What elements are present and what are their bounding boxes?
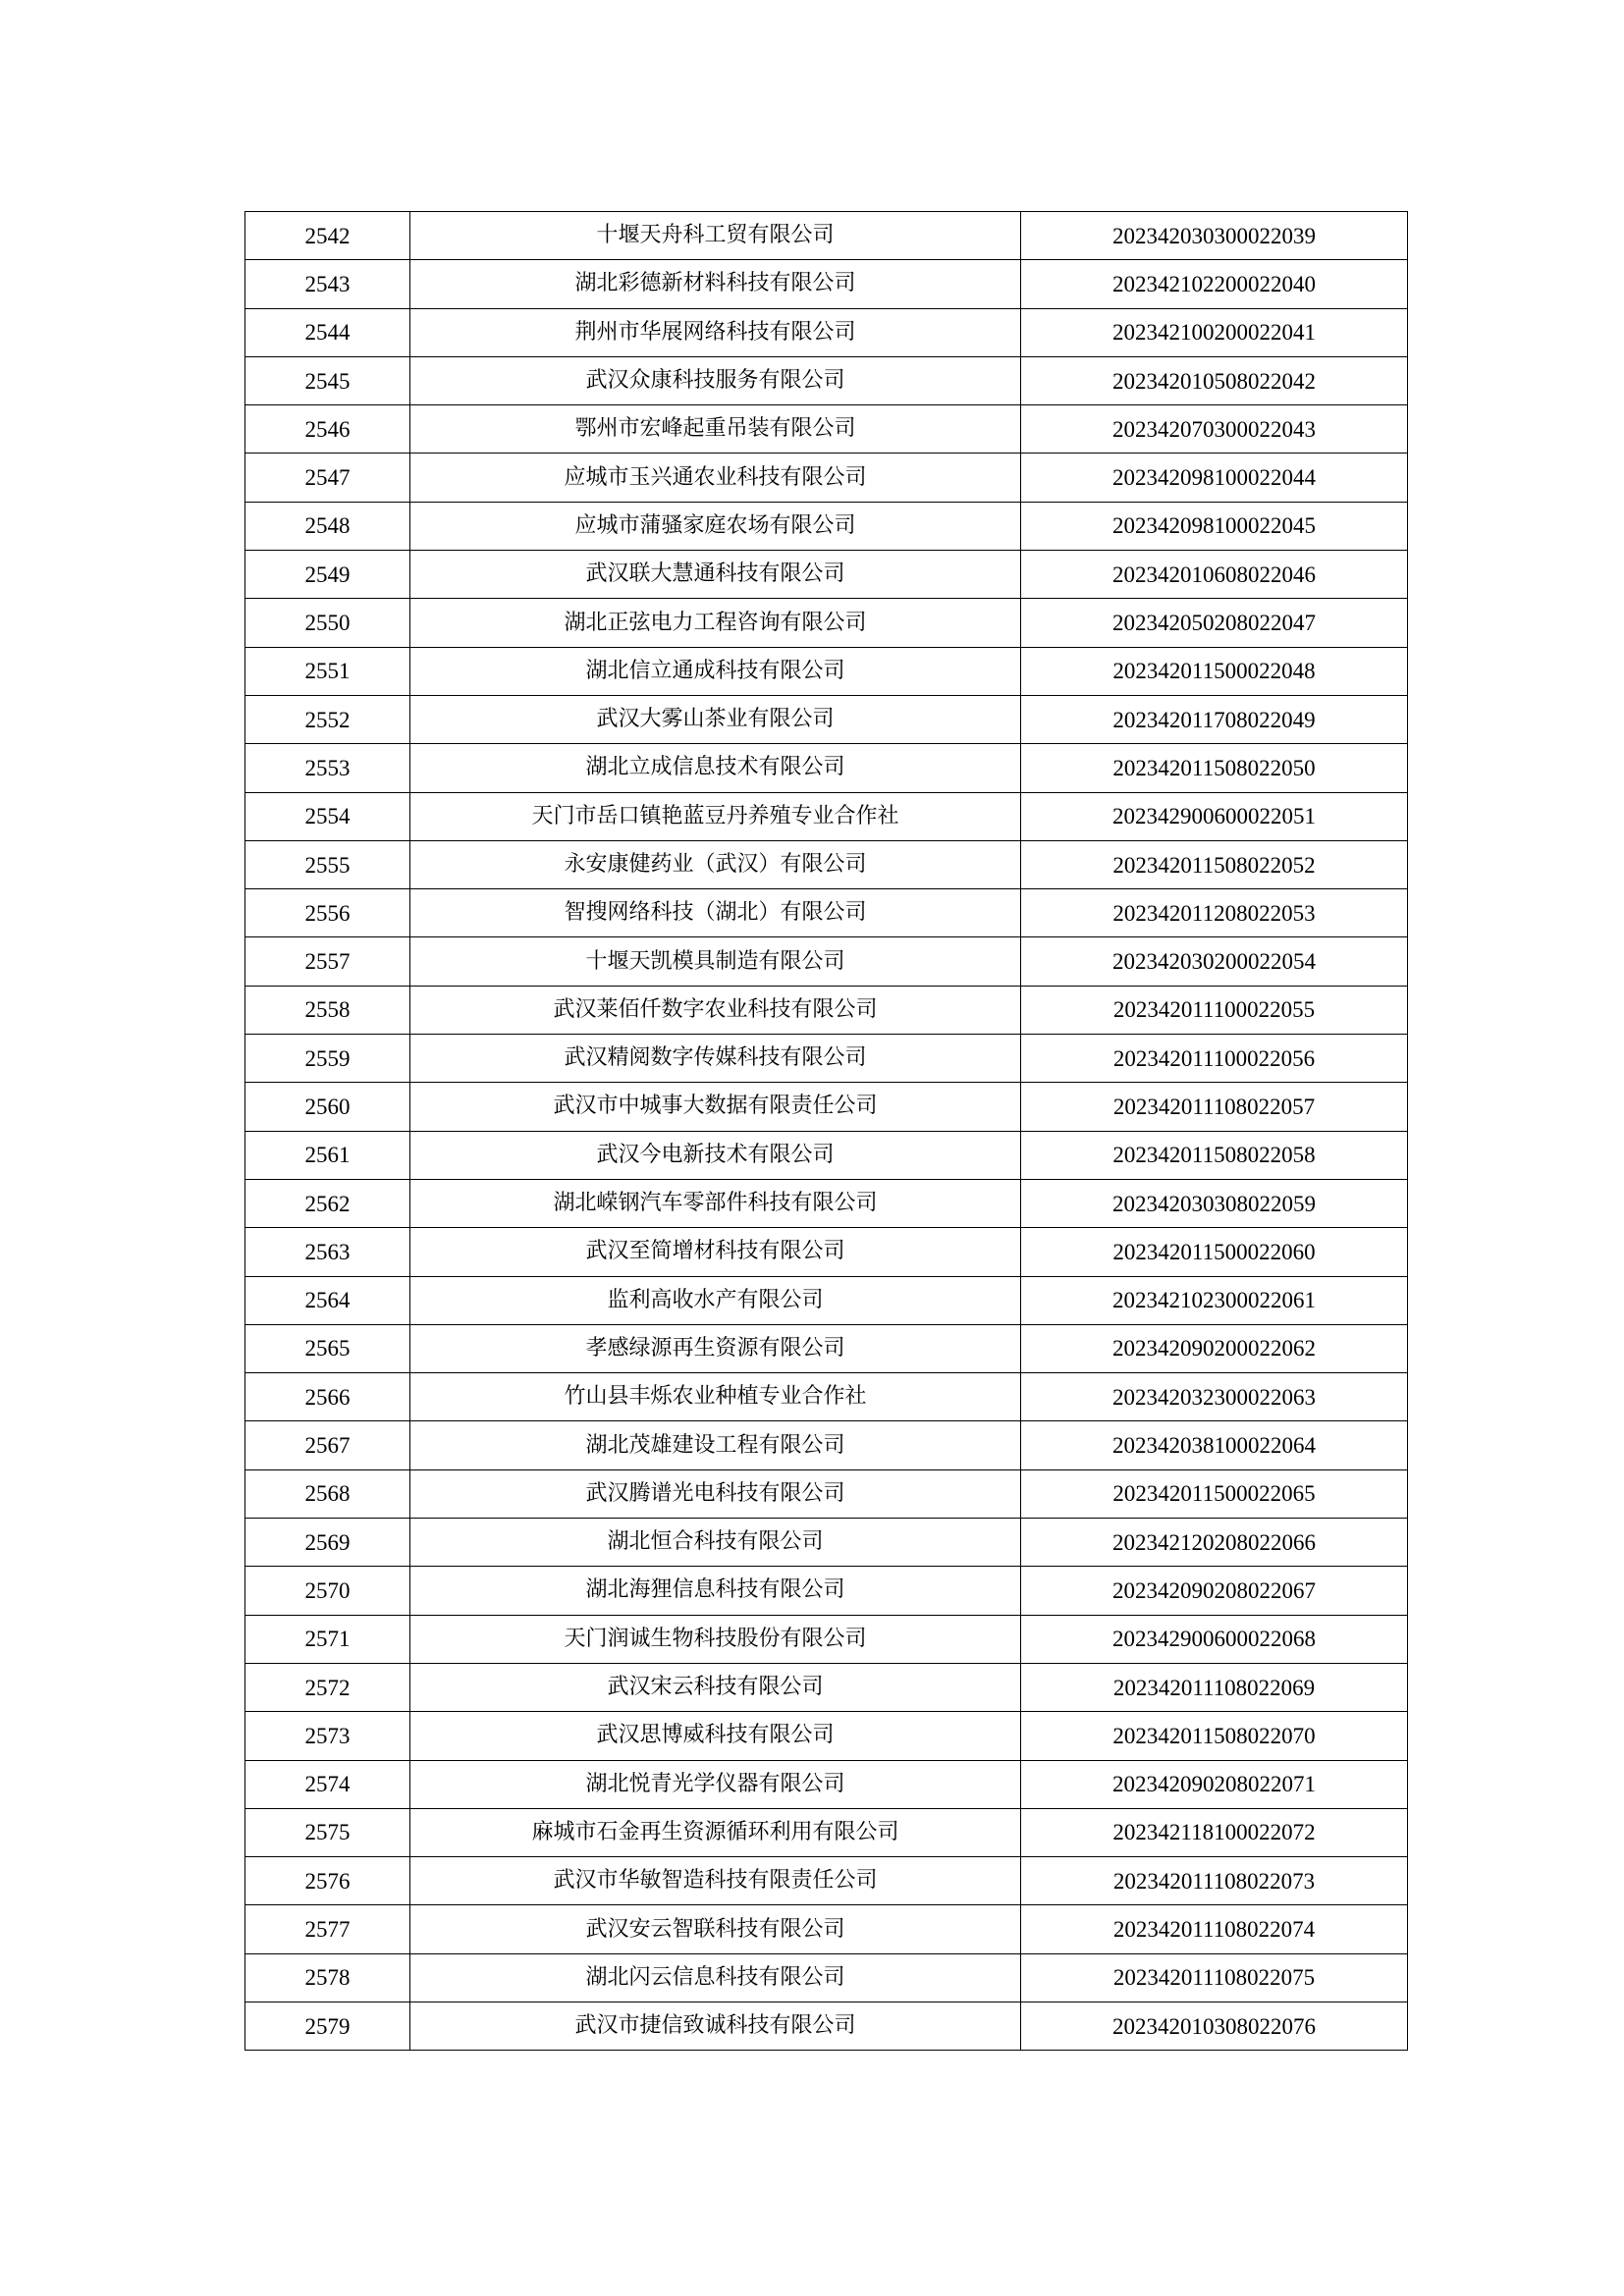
company-registry-table (244, 211, 1408, 2051)
company-name-cell: 武汉至简增材科技有限公司 (410, 1228, 1021, 1276)
company-name-cell: 武汉思博威科技有限公司 (410, 1712, 1021, 1760)
registration-code-cell: 202342100200022041 (1021, 308, 1408, 356)
company-name-cell: 应城市蒲骚家庭农场有限公司 (410, 502, 1021, 550)
row-number-cell: 2544 (245, 308, 410, 356)
row-number-cell: 2550 (245, 599, 410, 647)
row-number-cell: 2574 (245, 1760, 410, 1808)
registration-code-cell: 202342098100022044 (1021, 454, 1408, 502)
row-number-cell: 2556 (245, 889, 410, 937)
registration-code-cell: 202342900600022051 (1021, 792, 1408, 840)
row-number-cell: 2559 (245, 1035, 410, 1083)
registration-code-cell: 202342011500022060 (1021, 1228, 1408, 1276)
registration-code-cell: 202342011108022074 (1021, 1905, 1408, 1953)
registration-code-cell: 202342900600022068 (1021, 1615, 1408, 1663)
table-row (245, 308, 1408, 356)
registration-code-cell: 202342011708022049 (1021, 695, 1408, 743)
table-row (245, 1905, 1408, 1953)
table-row (245, 695, 1408, 743)
registration-code-cell: 202342011508022050 (1021, 744, 1408, 792)
row-number-cell: 2542 (245, 212, 410, 260)
row-number-cell: 2553 (245, 744, 410, 792)
company-name-cell: 鄂州市宏峰起重吊装有限公司 (410, 405, 1021, 454)
table-row (245, 1228, 1408, 1276)
table-row (245, 1035, 1408, 1083)
company-name-cell: 麻城市石金再生资源循环利用有限公司 (410, 1808, 1021, 1856)
registration-code-cell: 202342011100022056 (1021, 1035, 1408, 1083)
company-name-cell: 武汉安云智联科技有限公司 (410, 1905, 1021, 1953)
row-number-cell: 2567 (245, 1421, 410, 1469)
company-name-cell: 湖北立成信息技术有限公司 (410, 744, 1021, 792)
registration-code-cell: 202342030300022039 (1021, 212, 1408, 260)
table-row (245, 1179, 1408, 1227)
table-row (245, 1276, 1408, 1324)
registration-code-cell: 202342010508022042 (1021, 356, 1408, 404)
table-row (245, 1663, 1408, 1711)
registration-code-cell: 202342070300022043 (1021, 405, 1408, 454)
table-row (245, 986, 1408, 1034)
table-row (245, 1083, 1408, 1131)
registration-code-cell: 202342011508022058 (1021, 1131, 1408, 1179)
company-name-cell: 武汉今电新技术有限公司 (410, 1131, 1021, 1179)
registration-code-cell: 202342090208022067 (1021, 1567, 1408, 1615)
company-name-cell: 湖北彩德新材料科技有限公司 (410, 260, 1021, 308)
table-row (245, 647, 1408, 695)
company-name-cell: 武汉大雾山茶业有限公司 (410, 695, 1021, 743)
table-row (245, 405, 1408, 454)
table-row (245, 502, 1408, 550)
row-number-cell: 2555 (245, 840, 410, 888)
row-number-cell: 2543 (245, 260, 410, 308)
table-row (245, 599, 1408, 647)
table-row (245, 1857, 1408, 1905)
company-name-cell: 武汉市捷信致诚科技有限公司 (410, 2002, 1021, 2050)
company-name-cell: 湖北恒合科技有限公司 (410, 1519, 1021, 1567)
row-number-cell: 2545 (245, 356, 410, 404)
row-number-cell: 2579 (245, 2002, 410, 2050)
company-name-cell: 武汉众康科技服务有限公司 (410, 356, 1021, 404)
company-name-cell: 武汉联大慧通科技有限公司 (410, 551, 1021, 599)
table-row (245, 1519, 1408, 1567)
registration-code-cell: 202342011108022057 (1021, 1083, 1408, 1131)
table-row (245, 1567, 1408, 1615)
registration-code-cell: 202342011500022048 (1021, 647, 1408, 695)
row-number-cell: 2557 (245, 937, 410, 986)
company-name-cell: 湖北嵘钢汽车零部件科技有限公司 (410, 1179, 1021, 1227)
registration-code-cell: 202342010608022046 (1021, 551, 1408, 599)
company-name-cell: 智搜网络科技（湖北）有限公司 (410, 889, 1021, 937)
row-number-cell: 2572 (245, 1663, 410, 1711)
registration-code-cell: 202342102200022040 (1021, 260, 1408, 308)
row-number-cell: 2570 (245, 1567, 410, 1615)
row-number-cell: 2578 (245, 1953, 410, 2002)
registration-code-cell: 202342011508022052 (1021, 840, 1408, 888)
row-number-cell: 2549 (245, 551, 410, 599)
company-name-cell: 湖北茂雄建设工程有限公司 (410, 1421, 1021, 1469)
row-number-cell: 2563 (245, 1228, 410, 1276)
registry-table-body (245, 212, 1408, 2051)
company-name-cell: 孝感绿源再生资源有限公司 (410, 1324, 1021, 1372)
company-name-cell: 武汉腾谱光电科技有限公司 (410, 1469, 1021, 1518)
company-name-cell: 永安康健药业（武汉）有限公司 (410, 840, 1021, 888)
company-name-cell: 天门润诚生物科技股份有限公司 (410, 1615, 1021, 1663)
registration-code-cell: 202342011108022075 (1021, 1953, 1408, 2002)
company-name-cell: 湖北正弦电力工程咨询有限公司 (410, 599, 1021, 647)
company-name-cell: 武汉市中城事大数据有限责任公司 (410, 1083, 1021, 1131)
registration-code-cell: 202342030200022054 (1021, 937, 1408, 986)
row-number-cell: 2551 (245, 647, 410, 695)
registration-code-cell: 202342011108022073 (1021, 1857, 1408, 1905)
company-name-cell: 竹山县丰烁农业种植专业合作社 (410, 1373, 1021, 1421)
table-row (245, 840, 1408, 888)
row-number-cell: 2568 (245, 1469, 410, 1518)
registration-code-cell: 202342038100022064 (1021, 1421, 1408, 1469)
row-number-cell: 2573 (245, 1712, 410, 1760)
company-name-cell: 天门市岳口镇艳蓝豆丹养殖专业合作社 (410, 792, 1021, 840)
table-row (245, 260, 1408, 308)
company-name-cell: 十堰天舟科工贸有限公司 (410, 212, 1021, 260)
company-name-cell: 武汉精阅数字传媒科技有限公司 (410, 1035, 1021, 1083)
row-number-cell: 2554 (245, 792, 410, 840)
row-number-cell: 2547 (245, 454, 410, 502)
row-number-cell: 2558 (245, 986, 410, 1034)
company-name-cell: 湖北闪云信息科技有限公司 (410, 1953, 1021, 2002)
registration-code-cell: 202342050208022047 (1021, 599, 1408, 647)
company-name-cell: 武汉宋云科技有限公司 (410, 1663, 1021, 1711)
row-number-cell: 2566 (245, 1373, 410, 1421)
row-number-cell: 2564 (245, 1276, 410, 1324)
row-number-cell: 2548 (245, 502, 410, 550)
registration-code-cell: 202342032300022063 (1021, 1373, 1408, 1421)
company-name-cell: 湖北海狸信息科技有限公司 (410, 1567, 1021, 1615)
registration-code-cell: 202342011208022053 (1021, 889, 1408, 937)
row-number-cell: 2575 (245, 1808, 410, 1856)
table-row (245, 1469, 1408, 1518)
registration-code-cell: 202342030308022059 (1021, 1179, 1408, 1227)
table-row (245, 551, 1408, 599)
row-number-cell: 2561 (245, 1131, 410, 1179)
registration-code-cell: 202342090208022071 (1021, 1760, 1408, 1808)
registration-code-cell: 202342011100022055 (1021, 986, 1408, 1034)
table-row (245, 1373, 1408, 1421)
registration-code-cell: 202342090200022062 (1021, 1324, 1408, 1372)
registration-code-cell: 202342120208022066 (1021, 1519, 1408, 1567)
table-row (245, 1760, 1408, 1808)
table-row (245, 1421, 1408, 1469)
table-row (245, 744, 1408, 792)
company-name-cell: 荆州市华展网络科技有限公司 (410, 308, 1021, 356)
company-name-cell: 武汉市华敏智造科技有限责任公司 (410, 1857, 1021, 1905)
company-name-cell: 应城市玉兴通农业科技有限公司 (410, 454, 1021, 502)
table-row (245, 1712, 1408, 1760)
company-name-cell: 监利高收水产有限公司 (410, 1276, 1021, 1324)
table-row (245, 1324, 1408, 1372)
table-row (245, 792, 1408, 840)
row-number-cell: 2552 (245, 695, 410, 743)
row-number-cell: 2569 (245, 1519, 410, 1567)
registration-code-cell: 202342098100022045 (1021, 502, 1408, 550)
company-name-cell: 湖北信立通成科技有限公司 (410, 647, 1021, 695)
table-row (245, 1131, 1408, 1179)
table-row (245, 2002, 1408, 2050)
company-name-cell: 湖北悦青光学仪器有限公司 (410, 1760, 1021, 1808)
table-row (245, 889, 1408, 937)
row-number-cell: 2576 (245, 1857, 410, 1905)
row-number-cell: 2571 (245, 1615, 410, 1663)
row-number-cell: 2546 (245, 405, 410, 454)
registration-code-cell: 202342118100022072 (1021, 1808, 1408, 1856)
registration-code-cell: 202342011500022065 (1021, 1469, 1408, 1518)
registration-code-cell: 202342010308022076 (1021, 2002, 1408, 2050)
table-row (245, 937, 1408, 986)
table-row (245, 356, 1408, 404)
row-number-cell: 2562 (245, 1179, 410, 1227)
registration-code-cell: 202342011508022070 (1021, 1712, 1408, 1760)
table-row (245, 212, 1408, 260)
table-row (245, 454, 1408, 502)
table-row (245, 1615, 1408, 1663)
row-number-cell: 2560 (245, 1083, 410, 1131)
registration-code-cell: 202342102300022061 (1021, 1276, 1408, 1324)
registration-code-cell: 202342011108022069 (1021, 1663, 1408, 1711)
company-name-cell: 武汉莱佰仟数字农业科技有限公司 (410, 986, 1021, 1034)
row-number-cell: 2565 (245, 1324, 410, 1372)
table-row (245, 1953, 1408, 2002)
company-name-cell: 十堰天凯模具制造有限公司 (410, 937, 1021, 986)
row-number-cell: 2577 (245, 1905, 410, 1953)
table-row (245, 1808, 1408, 1856)
